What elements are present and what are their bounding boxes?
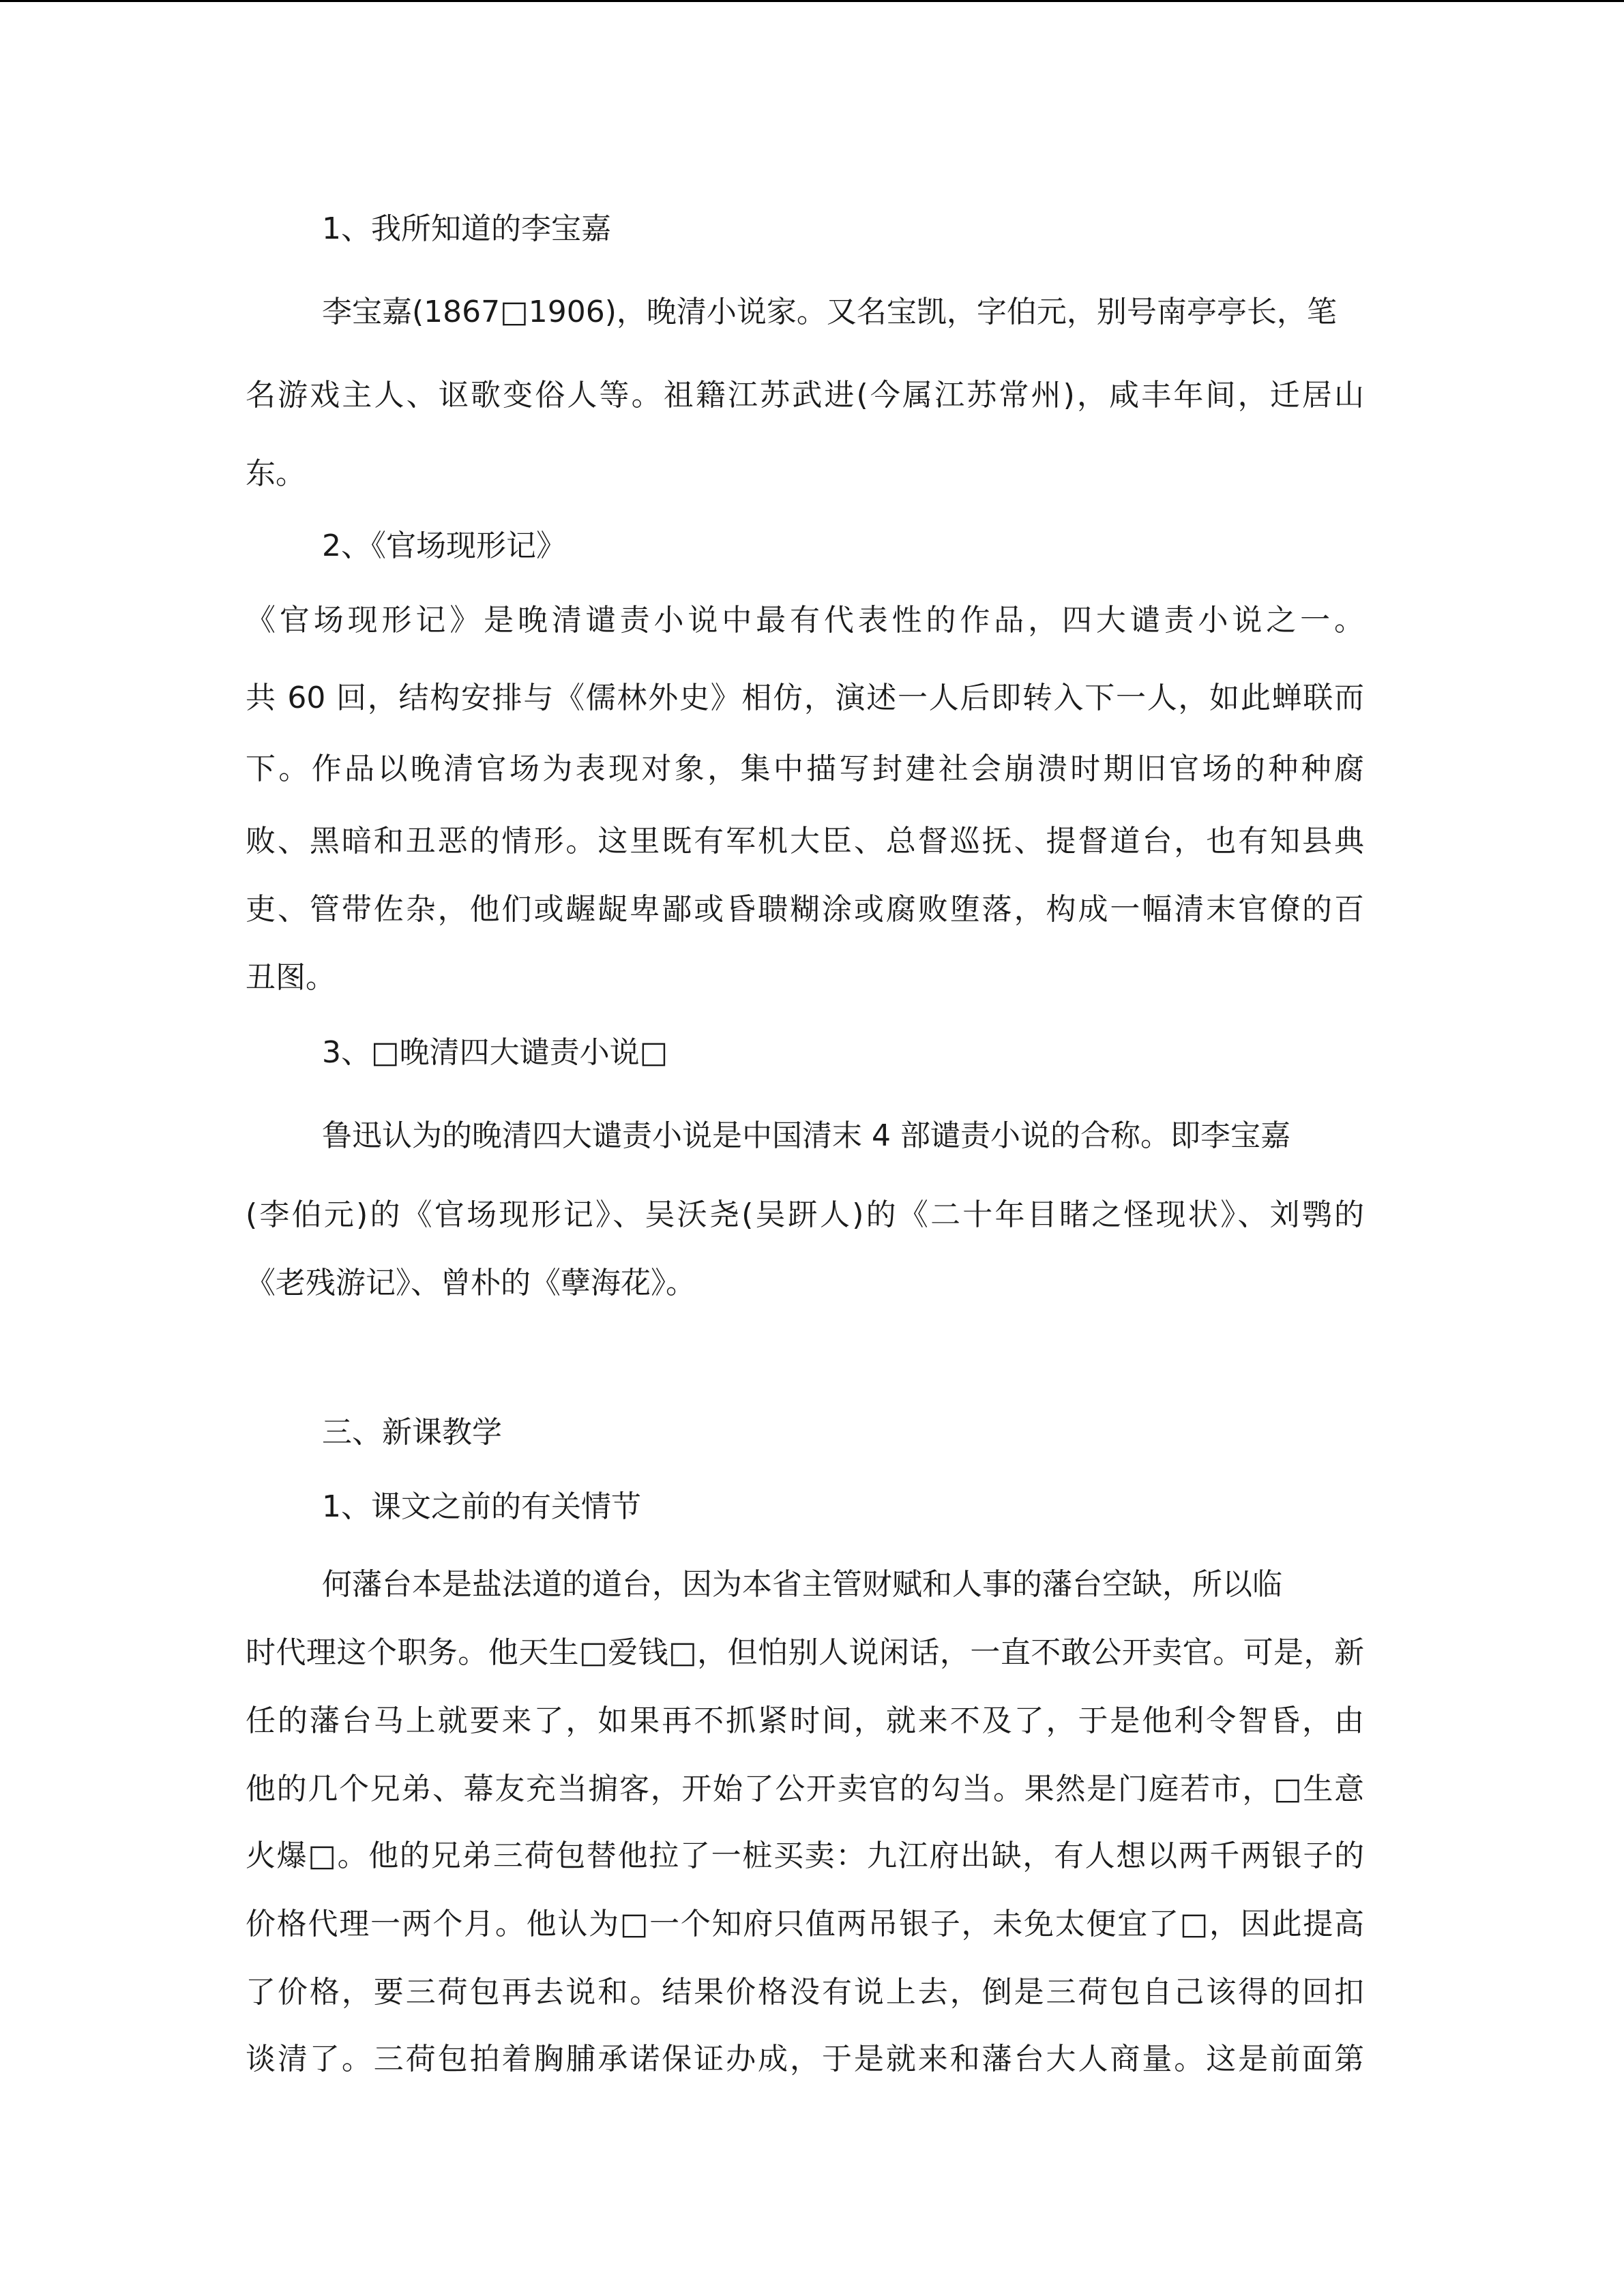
paragraph-line: 何藩台本是盐法道的道台，因为本省主管财赋和人事的藩台空缺，所以临: [322, 1567, 1282, 1602]
paragraph-line: 时代理这个职务。他天生□爱钱□，但怕别人说闲话，一直不敢公开卖官。可是，新: [246, 1635, 1364, 1670]
paragraph-line: 《官场现形记》是晚清谴责小说中最有代表性的作品，四大谴责小说之一。: [246, 603, 1364, 638]
paragraph-line: 火爆□。他的兄弟三荷包替他拉了一桩买卖：九江府出缺，有人想以两千两银子的: [246, 1838, 1364, 1873]
paragraph-line: 谈清了。三荷包拍着胸脯承诺保证办成，于是就来和藩台大人商量。这是前面第: [246, 2042, 1364, 2076]
paragraph-line: 鲁迅认为的晚清四大谴责小说是中国清末 4 部谴责小说的合称。即李宝嘉: [322, 1118, 1290, 1153]
paragraph-line: 了价格，要三荷包再去说和。结果价格没有说上去，倒是三荷包自己该得的回扣: [246, 1975, 1364, 2010]
heading-guanchang-xianxingji: 2、《官场现形记》: [322, 528, 566, 563]
paragraph-line: 李宝嘉(1867□1906)，晚清小说家。又名宝凯，字伯元，别号南亭亭长，笔: [322, 295, 1337, 329]
paragraph-line: 丑图。: [246, 960, 336, 995]
heading-four-condemnation-novels: 3、□晚清四大谴责小说□: [322, 1035, 668, 1070]
paragraph-line: (李伯元)的《官场现形记》、吴沃尧(吴趼人)的《二十年目睹之怪现状》、刘鹗的: [246, 1197, 1364, 1232]
heading-new-lesson: 三、新课教学: [322, 1415, 502, 1450]
heading-about-li-baojia: 1、我所知道的李宝嘉: [322, 211, 611, 246]
paragraph-line: 共 60 回，结构安排与《儒林外史》相仿，演述一人后即转入下一人，如此蝉联而: [246, 681, 1364, 715]
document-page: [246, 0, 1364, 2296]
paragraph-line: 东。: [246, 456, 306, 491]
paragraph-line: 价格代理一两个月。他认为□一个知府只值两吊银子，未免太便宜了□，因此提高: [246, 1907, 1364, 1941]
heading-related-plot: 1、课文之前的有关情节: [322, 1489, 641, 1524]
paragraph-line: 他的几个兄弟、幕友充当掮客，开始了公开卖官的勾当。果然是门庭若市，□生意: [246, 1772, 1364, 1806]
paragraph-line: 《老残游记》、曾朴的《孽海花》。: [246, 1266, 696, 1300]
paragraph-line: 下。作品以晚清官场为表现对象，集中描写封建社会崩溃时期旧官场的种种腐: [246, 751, 1364, 786]
paragraph-line: 吏、管带佐杂，他们或龌龊卑鄙或昏聩糊涂或腐败堕落，构成一幅清末官僚的百: [246, 892, 1364, 927]
paragraph-line: 名游戏主人、讴歌变俗人等。祖籍江苏武进(今属江苏常州)，咸丰年间，迁居山: [246, 378, 1364, 413]
paragraph-line: 败、黑暗和丑恶的情形。这里既有军机大臣、总督巡抚、提督道台，也有知县典: [246, 824, 1364, 859]
paragraph-line: 任的藩台马上就要来了，如果再不抓紧时间，就来不及了，于是他利令智昏，由: [246, 1703, 1364, 1738]
